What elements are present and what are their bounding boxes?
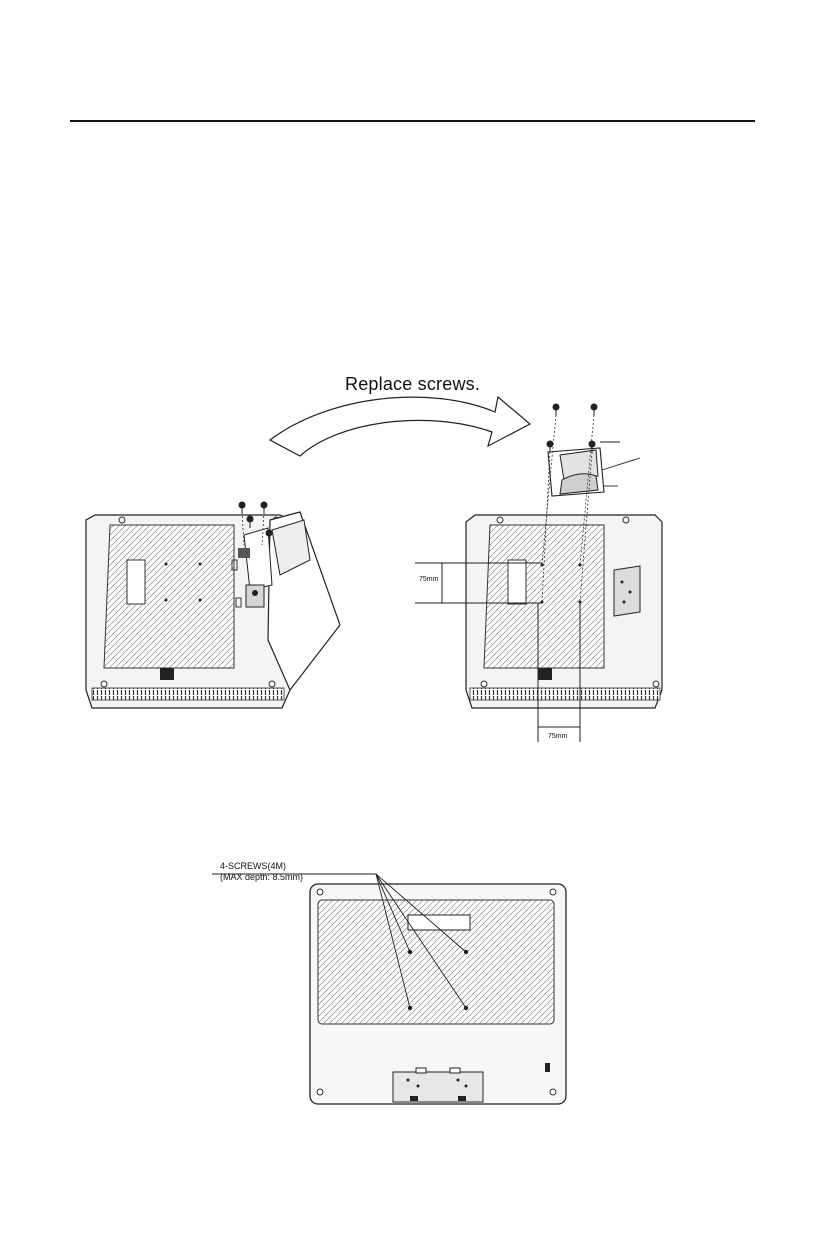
vertical-spacing-label: 75mm	[419, 576, 439, 583]
screws-label: 4-SCREWS(4M)	[220, 861, 287, 871]
replace-screws-caption: Replace screws.	[345, 374, 481, 394]
screw-depth-label: (MAX depth: 8.5mm)	[220, 872, 304, 882]
monitor-mounting-holes	[212, 874, 566, 1104]
horizontal-spacing-label: 75mm	[548, 733, 568, 740]
monitor-with-stand	[86, 502, 340, 708]
replace-arrow	[270, 397, 530, 456]
monitor-rear-view	[415, 404, 662, 742]
